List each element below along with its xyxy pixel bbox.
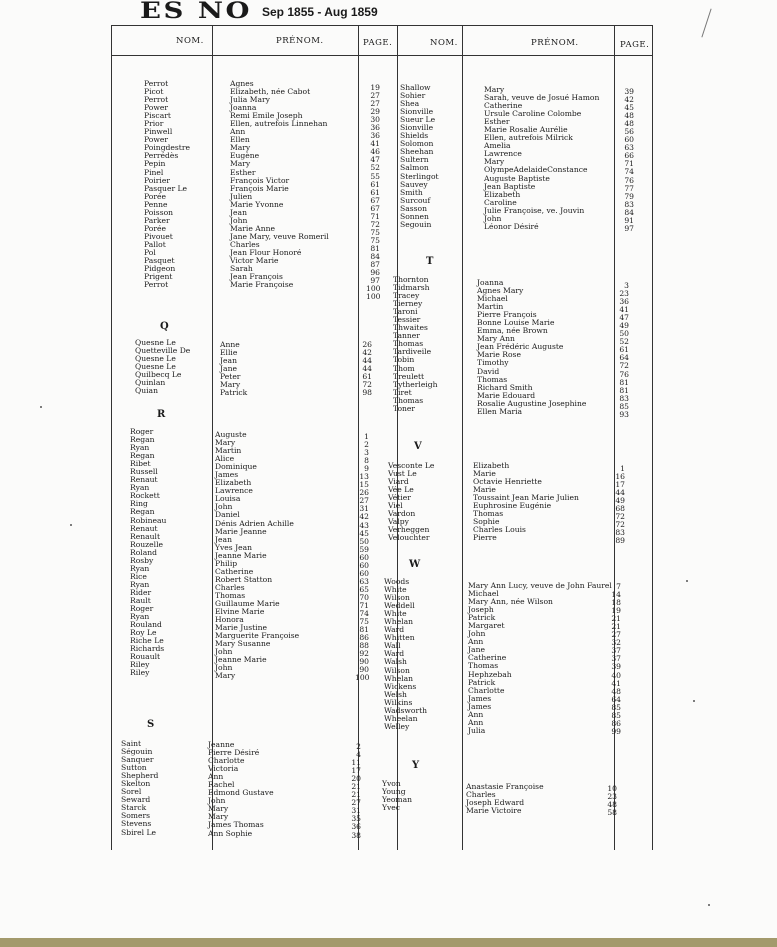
- t-surnames: Thornton Tidmarsh Tracey Tierney Taroni Tessier Thwaites Tanner Thomas Tardiveile Tobin Thom Treulett Tytherleigh Tiret Thomas Toner: [393, 275, 438, 413]
- r-given-names: Auguste Mary Martin Alice Dominique James Elizabeth Lawrence Louisa John Daniel Dénis Adrien Achille Marie Jeanne Jean Yves Jean Jeanne Marie Philip Catherine Robert Statton Charles Thomas Guillaume Marie Elvine Marie Honora Marie Justine Marguerite Françoise Mary Susanne John Jeanne Marie John Mary: [215, 430, 300, 681]
- w-given-names: Mary Ann Lucy, veuve de John Faurel Michael Mary Ann, née Wilson Joseph Patrick Margaret John Ann Jane Catherine Thomas Hephzebah Patrick Charlotte James James Ann Ann Julia: [468, 581, 612, 735]
- header-nom-right: NOM.: [430, 38, 458, 48]
- letter-r: R: [157, 409, 166, 420]
- w-surnames: Woods White Wilson Weddell White Whelan Ward Whitten Wall Ward Walsh Wilson Whelan Wickens Welsh Wilkins Wadsworth Wheelan Welley: [384, 577, 428, 731]
- v-given-names: Elizabeth Marie Octavie Henriette Marie Toussaint Jean Marie Julien Euphrosine Eugénie Thomas Sophie Charles Louis Pierre: [473, 461, 579, 543]
- letter-q: Q: [160, 321, 169, 332]
- v-pages: 1 16 17 44 49 68 72 72 83 89: [615, 464, 625, 546]
- left-border: [111, 25, 112, 850]
- letter-t: T: [426, 256, 434, 267]
- letter-y: Y: [412, 760, 420, 771]
- t-pages: 3 23 36 41 47 49 50 52 61 64 72 76 81 81 83 85 93: [619, 281, 629, 419]
- y-pages: 10 23 48 58: [607, 784, 617, 818]
- scan-speck: [40, 406, 42, 408]
- q-given-names: Anne Ellie Jean Jane Peter Mary Patrick: [220, 340, 248, 398]
- header-nom-left: NOM.: [176, 36, 204, 46]
- header-page-left: PAGE.: [363, 38, 393, 48]
- divider-nom-prenom-right: [462, 25, 463, 850]
- scan-speck: [693, 700, 695, 702]
- t-given-names: Joanna Agnes Mary Michael Martin Pierre François Bonne Louise Marie Emma, née Brown Mary Ann Jean Frédéric Auguste Marie Rose Timothy David Thomas Richard Smith Marie Edouard Rosalie Augustine Josephine Ellen Maria: [477, 278, 587, 416]
- s-right-pages: 39 42 45 48 48 56 60 63 66 71 74 76 77 79 83 84 91 97: [624, 87, 634, 233]
- r-pages: 1 2 3 8 9 13 15 26 27 31 42 43 45 50 59 60 60 60 63 65 70 71 74 75 81 86 88 92 90 90 100: [355, 432, 370, 683]
- y-given-names: Anastasie Françoise Charles Joseph Edward Marie Victoire: [466, 782, 544, 816]
- page-title: ES NO: [140, 0, 252, 24]
- header-page-right: PAGE.: [620, 40, 650, 50]
- y-surnames: Yvon Young Yeoman Yvec: [382, 779, 413, 813]
- letter-w: W: [409, 559, 421, 570]
- w-pages: 7 14 18 19 21 21 27 32 37 37 39 40 41 48 64 85 85 86 99: [611, 582, 621, 736]
- q-surnames: Quesne Le Quetteville De Quesne Le Quesne Le Quilbecq Le Quinlan Quian: [135, 338, 191, 396]
- header-prenom-left: PRÉNOM.: [276, 36, 324, 46]
- scan-speck: [708, 904, 710, 906]
- r-surnames: Roger Regan Ryan Regan Ribet Russell Renaut Ryan Rockett Ring Regan Robineau Renaut Renault Rouzelle Roland Rosby Ryan Rice Ryan Rider Rault Roger Ryan Rouland Roy Le Riche Le Richards Rouault Riley Riley: [130, 427, 167, 678]
- letter-s: S: [147, 719, 155, 730]
- s-right-given-names: Mary Sarah, veuve de Josué Hamon Catherine Ursule Caroline Colombe Esther Marie Rosalie Aurélie Ellen, autrefois Milrick Amelia Lawrence Mary OlympeAdelaideConstance Auguste Baptiste Jean Baptiste Elizabeth Caroline Julie Françoise, ve. Jouvin John Léonor Désiré: [484, 85, 600, 231]
- scan-speck: [70, 524, 72, 526]
- scan-speck: [686, 580, 688, 582]
- s-right-surnames: Shallow Sohier Shea Sionville Sueur Le Sionville Shields Solomon Sheehan Sultern Salmon Sterlingot Sauvey Smith Surcouf Sasson Sonnen Segouin: [400, 83, 439, 229]
- s-surnames: Saint Ségouin Sanquer Sutton Shepherd Skelton Sorel Seward Starck Somers Stevens Sbirel Le: [121, 739, 159, 837]
- header-bottom-rule: [111, 55, 653, 56]
- letter-v: V: [414, 441, 422, 452]
- date-range: Sep 1855 - Aug 1859: [262, 5, 378, 19]
- p-given-names: Agnes Elizabeth, née Cabot Julia Mary Joanna Remi Emile Joseph Ellen, autrefois Linnehan Ann Ellen Mary Eugène Mary Esther François Victor François Marie Julien Marie Yvonne Jean John Marie Anne Jane Mary, veuve Romeril Charles Jean Flour Honoré Victor Marie Sarah Jean François Marie Françoise: [230, 79, 329, 290]
- bottom-edge-bar: [0, 938, 777, 947]
- p-pages: 19 27 27 29 30 36 36 41 46 47 52 55 61 61 67 67 71 72 75 75 81 84 87 96 97 100 100: [366, 83, 381, 302]
- corner-pen-mark: [701, 9, 711, 38]
- p-surnames: Perrot Picot Perrot Power Piscart Prior Pinwell Power Poingdestre Perrédès Pepin Pinel Poirier Pasquer Le Porée Penne Poisson Parker Porée Pivouet Pallot Pol Pasquet Pidgeon Prigent Perrot: [144, 79, 190, 290]
- table-top-rule: [111, 25, 653, 26]
- s-pages: 2 4 11 17 20 21 21 27 31 35 36 38: [351, 742, 361, 840]
- s-given-names: Jeanne Pierre Désiré Charlotte Victoria Ann Rachel Edmond Gustave John Mary Mary James Thomas Ann Sophie: [208, 740, 274, 838]
- divider-nom-prenom-left: [212, 25, 213, 850]
- q-pages: 26 42 44 44 61 72 98: [362, 340, 372, 398]
- right-border: [652, 25, 653, 850]
- v-surnames: Vesconte Le Vust Le Viard Vée Le Vétier Viel Vardon Valpy Verheggen Velouchter: [388, 461, 435, 543]
- header-prenom-right: PRÉNOM.: [531, 38, 579, 48]
